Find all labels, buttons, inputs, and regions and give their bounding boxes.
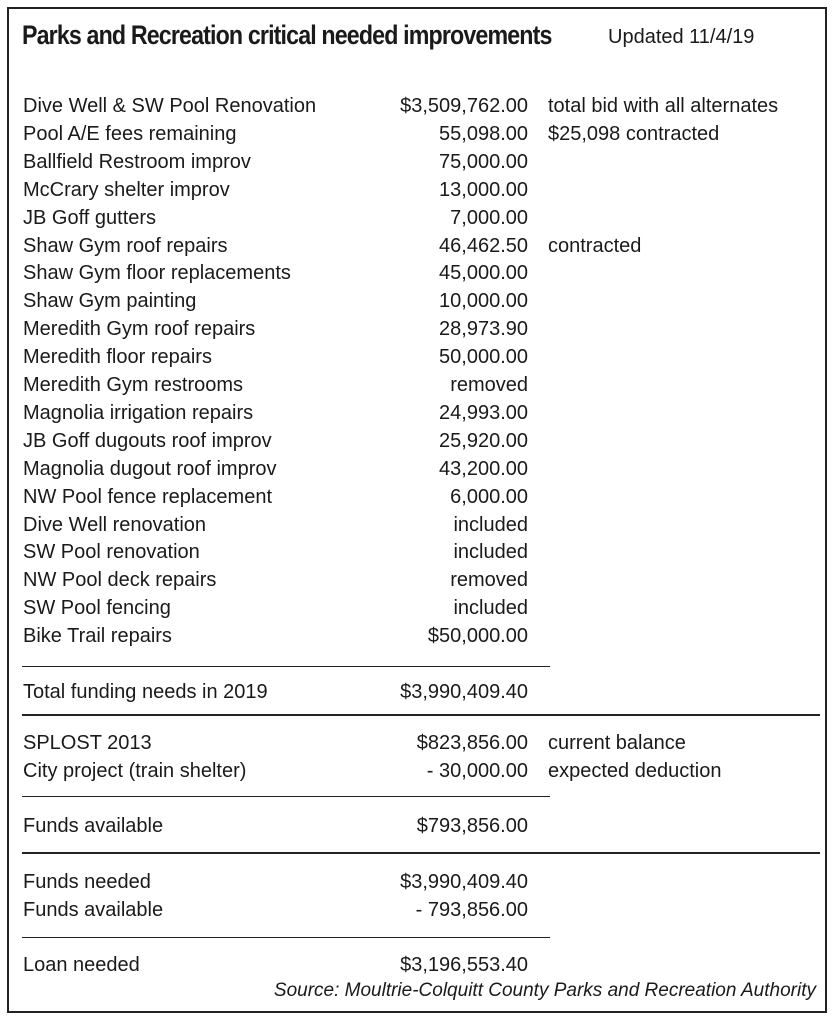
- table-row: [0, 204, 838, 232]
- row-amount: - 30,000.00: [426, 760, 528, 782]
- updated-date: Updated 11/4/19: [608, 26, 755, 48]
- table-row: [0, 455, 838, 483]
- table-row: [0, 594, 838, 622]
- row-label: Shaw Gym roof repairs: [23, 234, 228, 257]
- row-label: Loan needed: [23, 954, 140, 976]
- total-row: [0, 678, 838, 706]
- row-amount: 7,000.00: [450, 206, 528, 229]
- row-label: Dive Well & SW Pool Renovation: [23, 95, 317, 117]
- row-label: NW Pool deck repairs: [23, 569, 217, 592]
- row-amount: $50,000.00: [427, 625, 528, 648]
- row-amount: $3,509,762.00: [400, 95, 528, 117]
- row-label: Ballfield Restroom improv: [23, 150, 251, 173]
- row-note: contracted: [548, 234, 642, 257]
- row-amount: $3,196,553.40: [400, 954, 528, 976]
- row-label: Meredith Gym roof repairs: [23, 318, 256, 341]
- divider: [22, 666, 550, 667]
- row-amount: removed: [450, 374, 528, 396]
- row-label: Funds needed: [23, 871, 151, 893]
- table-row: [0, 120, 838, 148]
- row-label: Total funding needs in 2019: [23, 681, 268, 703]
- funds-needed-row: [0, 868, 838, 896]
- table-row: [0, 622, 838, 650]
- table-row: [0, 427, 838, 455]
- table-row: [0, 371, 838, 399]
- row-note: $25,098 contracted: [548, 122, 720, 145]
- row-amount: 25,920.00: [439, 429, 528, 452]
- row-note: total bid with all alternates: [548, 95, 779, 117]
- splost-row: [0, 729, 838, 757]
- row-amount: 10,000.00: [439, 290, 528, 313]
- row-amount: 55,098.00: [439, 122, 528, 145]
- row-amount: $793,856.00: [416, 815, 528, 837]
- table-row: [0, 259, 838, 287]
- row-label: Bike Trail repairs: [23, 625, 172, 648]
- table-row: [0, 483, 838, 511]
- table-row: [0, 343, 838, 371]
- section-divider: [22, 714, 820, 716]
- table-row: [0, 315, 838, 343]
- funds-available-row: [0, 812, 838, 840]
- row-amount: $823,856.00: [416, 732, 528, 754]
- row-label: SPLOST 2013: [23, 732, 152, 754]
- table-row: [0, 176, 838, 204]
- row-label: Pool A/E fees remaining: [23, 122, 237, 145]
- row-label: Funds available: [23, 899, 164, 921]
- row-label: City project (train shelter): [23, 760, 247, 782]
- divider: [22, 937, 550, 938]
- row-label: SW Pool fencing: [23, 597, 171, 620]
- funds-available-deduct-row: [0, 896, 838, 924]
- row-label: Magnolia irrigation repairs: [23, 401, 254, 424]
- row-amount: 13,000.00: [439, 178, 528, 201]
- row-amount: 28,973.90: [439, 318, 528, 341]
- row-amount: - 793,856.00: [415, 899, 528, 921]
- table-row: [0, 566, 838, 594]
- table-row: [0, 148, 838, 176]
- row-label: Meredith floor repairs: [23, 346, 212, 369]
- table-row: [0, 399, 838, 427]
- row-amount: 43,200.00: [439, 457, 528, 480]
- row-amount: 75,000.00: [439, 150, 528, 173]
- row-label: NW Pool fence replacement: [23, 485, 273, 508]
- row-label: Funds available: [23, 815, 164, 837]
- row-label: Meredith Gym restrooms: [23, 374, 244, 396]
- row-label: Shaw Gym painting: [23, 290, 197, 313]
- city-project-row: [0, 757, 838, 785]
- row-label: McCrary shelter improv: [23, 178, 230, 201]
- row-label: Dive Well renovation: [23, 513, 207, 536]
- row-label: JB Goff dugouts roof improv: [23, 429, 272, 452]
- row-note: expected deduction: [548, 760, 722, 782]
- row-label: Shaw Gym floor replacements: [23, 262, 291, 285]
- row-amount: included: [453, 541, 528, 564]
- row-label: Magnolia dugout roof improv: [23, 457, 277, 480]
- table-row: [0, 92, 838, 120]
- section-divider: [22, 852, 820, 854]
- row-amount: included: [453, 513, 528, 536]
- row-label: JB Goff gutters: [23, 206, 157, 229]
- row-amount: 24,993.00: [439, 401, 528, 424]
- table-row: [0, 538, 838, 566]
- loan-row: [0, 951, 838, 979]
- table-row: [0, 287, 838, 315]
- table-row: [0, 511, 838, 539]
- page-title: Parks and Recreation critical needed improvements: [22, 20, 552, 50]
- row-amount: 45,000.00: [439, 262, 528, 285]
- divider: [22, 796, 550, 797]
- row-amount: $3,990,409.40: [400, 871, 528, 893]
- row-note: current balance: [548, 732, 686, 754]
- source-credit: Source: Moultrie-Colquitt County Parks and Recreation Authority: [273, 980, 816, 1001]
- row-amount: $3,990,409.40: [400, 681, 528, 703]
- row-amount: 46,462.50: [439, 234, 528, 257]
- row-amount: included: [453, 597, 528, 620]
- row-amount: removed: [450, 569, 528, 592]
- row-amount: 50,000.00: [439, 346, 528, 369]
- table-row: [0, 232, 838, 260]
- row-label: SW Pool renovation: [23, 541, 200, 564]
- title-block: [22, 20, 755, 51]
- row-amount: 6,000.00: [450, 485, 528, 508]
